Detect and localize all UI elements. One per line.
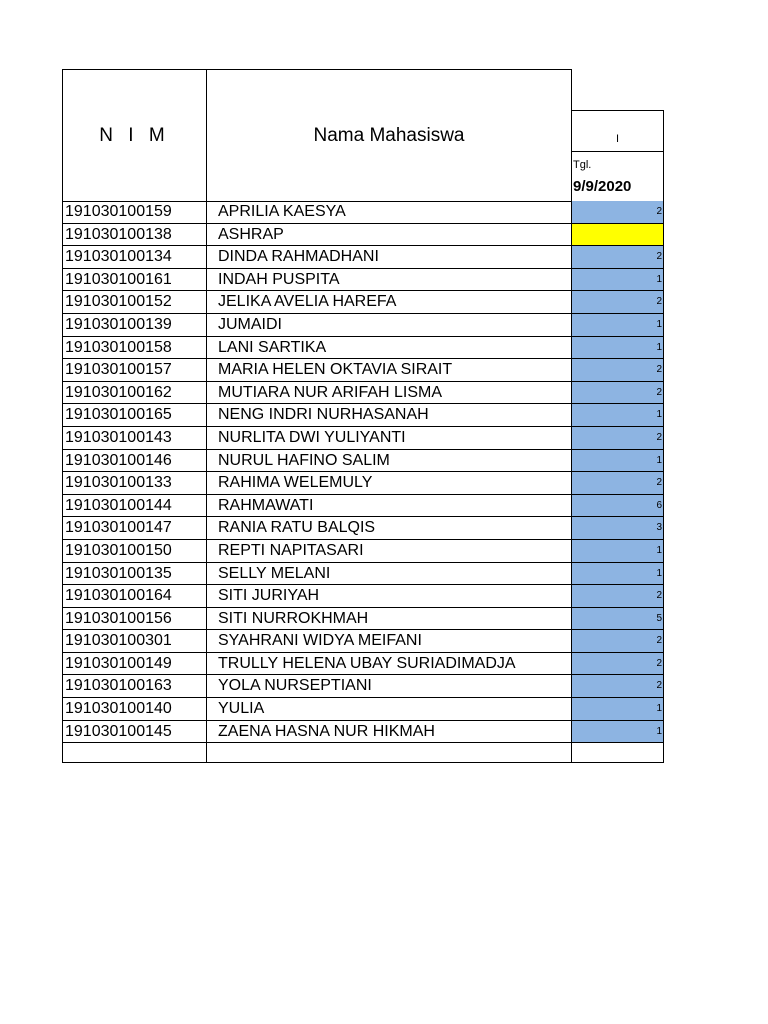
- table-row: [62, 698, 664, 721]
- table-body: [62, 201, 664, 763]
- date-header-cell: [571, 151, 664, 202]
- nama-cell[interactable]: ZAENA HASNA NUR HIKMAH: [207, 721, 572, 744]
- nim-cell[interactable]: 191030100147: [62, 517, 207, 540]
- table-row: [62, 359, 664, 382]
- nim-cell[interactable]: 191030100144: [62, 495, 207, 518]
- nim-cell[interactable]: 191030100135: [62, 563, 207, 586]
- nim-cell[interactable]: 191030100133: [62, 472, 207, 495]
- nama-column-header: Nama Mahasiswa: [206, 69, 572, 202]
- nama-cell[interactable]: NENG INDRI NURHASANAH: [207, 404, 572, 427]
- nim-cell[interactable]: 191030100163: [62, 675, 207, 698]
- value-cell[interactable]: 1: [572, 337, 664, 360]
- table-row: [62, 540, 664, 563]
- nama-cell[interactable]: SYAHRANI WIDYA MEIFANI: [207, 630, 572, 653]
- value-cell[interactable]: 1: [572, 450, 664, 473]
- value-cell[interactable]: [572, 743, 664, 763]
- nim-cell[interactable]: 191030100139: [62, 314, 207, 337]
- value-cell[interactable]: [572, 224, 664, 247]
- value-cell[interactable]: 2: [572, 382, 664, 405]
- nim-cell[interactable]: 191030100143: [62, 427, 207, 450]
- nama-cell[interactable]: SITI JURIYAH: [207, 585, 572, 608]
- value-cell[interactable]: 2: [572, 201, 664, 224]
- nim-cell[interactable]: 191030100138: [62, 224, 207, 247]
- nim-column-header: N I M: [62, 69, 207, 202]
- nim-cell[interactable]: 191030100152: [62, 291, 207, 314]
- nim-cell[interactable]: 191030100159: [62, 201, 207, 224]
- table-row: [62, 246, 664, 269]
- nim-cell[interactable]: 191030100140: [62, 698, 207, 721]
- value-cell[interactable]: 2: [572, 675, 664, 698]
- nama-cell[interactable]: YOLA NURSEPTIANI: [207, 675, 572, 698]
- nama-cell[interactable]: MARIA HELEN OKTAVIA SIRAIT: [207, 359, 572, 382]
- table-row: [62, 585, 664, 608]
- nama-cell[interactable]: RANIA RATU BALQIS: [207, 517, 572, 540]
- value-cell[interactable]: 2: [572, 427, 664, 450]
- table-row: [62, 653, 664, 676]
- nama-cell[interactable]: APRILIA KAESYA: [207, 201, 572, 224]
- table-row: [62, 472, 664, 495]
- nim-cell[interactable]: 191030100161: [62, 269, 207, 292]
- session-column-header: I: [571, 110, 664, 152]
- nim-cell[interactable]: 191030100156: [62, 608, 207, 631]
- value-cell[interactable]: 5: [572, 608, 664, 631]
- nama-cell[interactable]: JUMAIDI: [207, 314, 572, 337]
- table-row: [62, 382, 664, 405]
- nim-cell[interactable]: 191030100158: [62, 337, 207, 360]
- nim-cell[interactable]: 191030100150: [62, 540, 207, 563]
- nim-cell[interactable]: 191030100165: [62, 404, 207, 427]
- nama-cell[interactable]: SELLY MELANI: [207, 563, 572, 586]
- nim-cell[interactable]: 191030100145: [62, 721, 207, 744]
- value-cell[interactable]: 2: [572, 472, 664, 495]
- value-cell[interactable]: 1: [572, 404, 664, 427]
- tgl-label: Tgl.: [573, 159, 592, 171]
- value-cell[interactable]: 1: [572, 721, 664, 744]
- value-cell[interactable]: 6: [572, 495, 664, 518]
- nim-cell[interactable]: 191030100157: [62, 359, 207, 382]
- nama-cell[interactable]: [207, 743, 572, 763]
- table-row: [62, 495, 664, 518]
- nim-cell[interactable]: 191030100164: [62, 585, 207, 608]
- value-cell[interactable]: 1: [572, 269, 664, 292]
- nama-cell[interactable]: NURLITA DWI YULIYANTI: [207, 427, 572, 450]
- table-row: [62, 224, 664, 247]
- table-row: [62, 563, 664, 586]
- nama-cell[interactable]: RAHIMA WELEMULY: [207, 472, 572, 495]
- value-cell[interactable]: 2: [572, 246, 664, 269]
- table-row: [62, 337, 664, 360]
- nama-cell[interactable]: TRULLY HELENA UBAY SURIADIMADJA: [207, 653, 572, 676]
- nama-cell[interactable]: LANI SARTIKA: [207, 337, 572, 360]
- value-cell[interactable]: 3: [572, 517, 664, 540]
- value-cell[interactable]: 2: [572, 359, 664, 382]
- table-row: [62, 404, 664, 427]
- table-row: [62, 517, 664, 540]
- nama-cell[interactable]: INDAH PUSPITA: [207, 269, 572, 292]
- value-cell[interactable]: 2: [572, 630, 664, 653]
- nim-cell[interactable]: 191030100146: [62, 450, 207, 473]
- value-cell[interactable]: 2: [572, 585, 664, 608]
- table-row: [62, 314, 664, 337]
- table-row: [62, 269, 664, 292]
- value-cell[interactable]: 1: [572, 540, 664, 563]
- nama-cell[interactable]: JELIKA AVELIA HAREFA: [207, 291, 572, 314]
- table-row-empty: [62, 743, 664, 763]
- nama-cell[interactable]: RAHMAWATI: [207, 495, 572, 518]
- table-row: [62, 630, 664, 653]
- value-cell[interactable]: 1: [572, 563, 664, 586]
- nama-cell[interactable]: DINDA RAHMADHANI: [207, 246, 572, 269]
- nim-cell[interactable]: 191030100301: [62, 630, 207, 653]
- nim-cell[interactable]: 191030100162: [62, 382, 207, 405]
- value-cell[interactable]: 2: [572, 291, 664, 314]
- table-row: [62, 450, 664, 473]
- nim-cell[interactable]: [62, 743, 207, 763]
- table-row: [62, 291, 664, 314]
- value-cell[interactable]: 1: [572, 314, 664, 337]
- nama-cell[interactable]: SITI NURROKHMAH: [207, 608, 572, 631]
- value-cell[interactable]: 2: [572, 653, 664, 676]
- nim-cell[interactable]: 191030100149: [62, 653, 207, 676]
- date-value: 9/9/2020: [573, 178, 632, 195]
- value-cell[interactable]: 1: [572, 698, 664, 721]
- nama-cell[interactable]: NURUL HAFINO SALIM: [207, 450, 572, 473]
- table-row: [62, 608, 664, 631]
- nama-cell[interactable]: YULIA: [207, 698, 572, 721]
- table-row: [62, 675, 664, 698]
- table-row: [62, 721, 664, 744]
- table-row: [62, 201, 664, 224]
- nama-cell[interactable]: MUTIARA NUR ARIFAH LISMA: [207, 382, 572, 405]
- nim-cell[interactable]: 191030100134: [62, 246, 207, 269]
- nama-cell[interactable]: REPTI NAPITASARI: [207, 540, 572, 563]
- table-row: [62, 427, 664, 450]
- nama-cell[interactable]: ASHRAP: [207, 224, 572, 247]
